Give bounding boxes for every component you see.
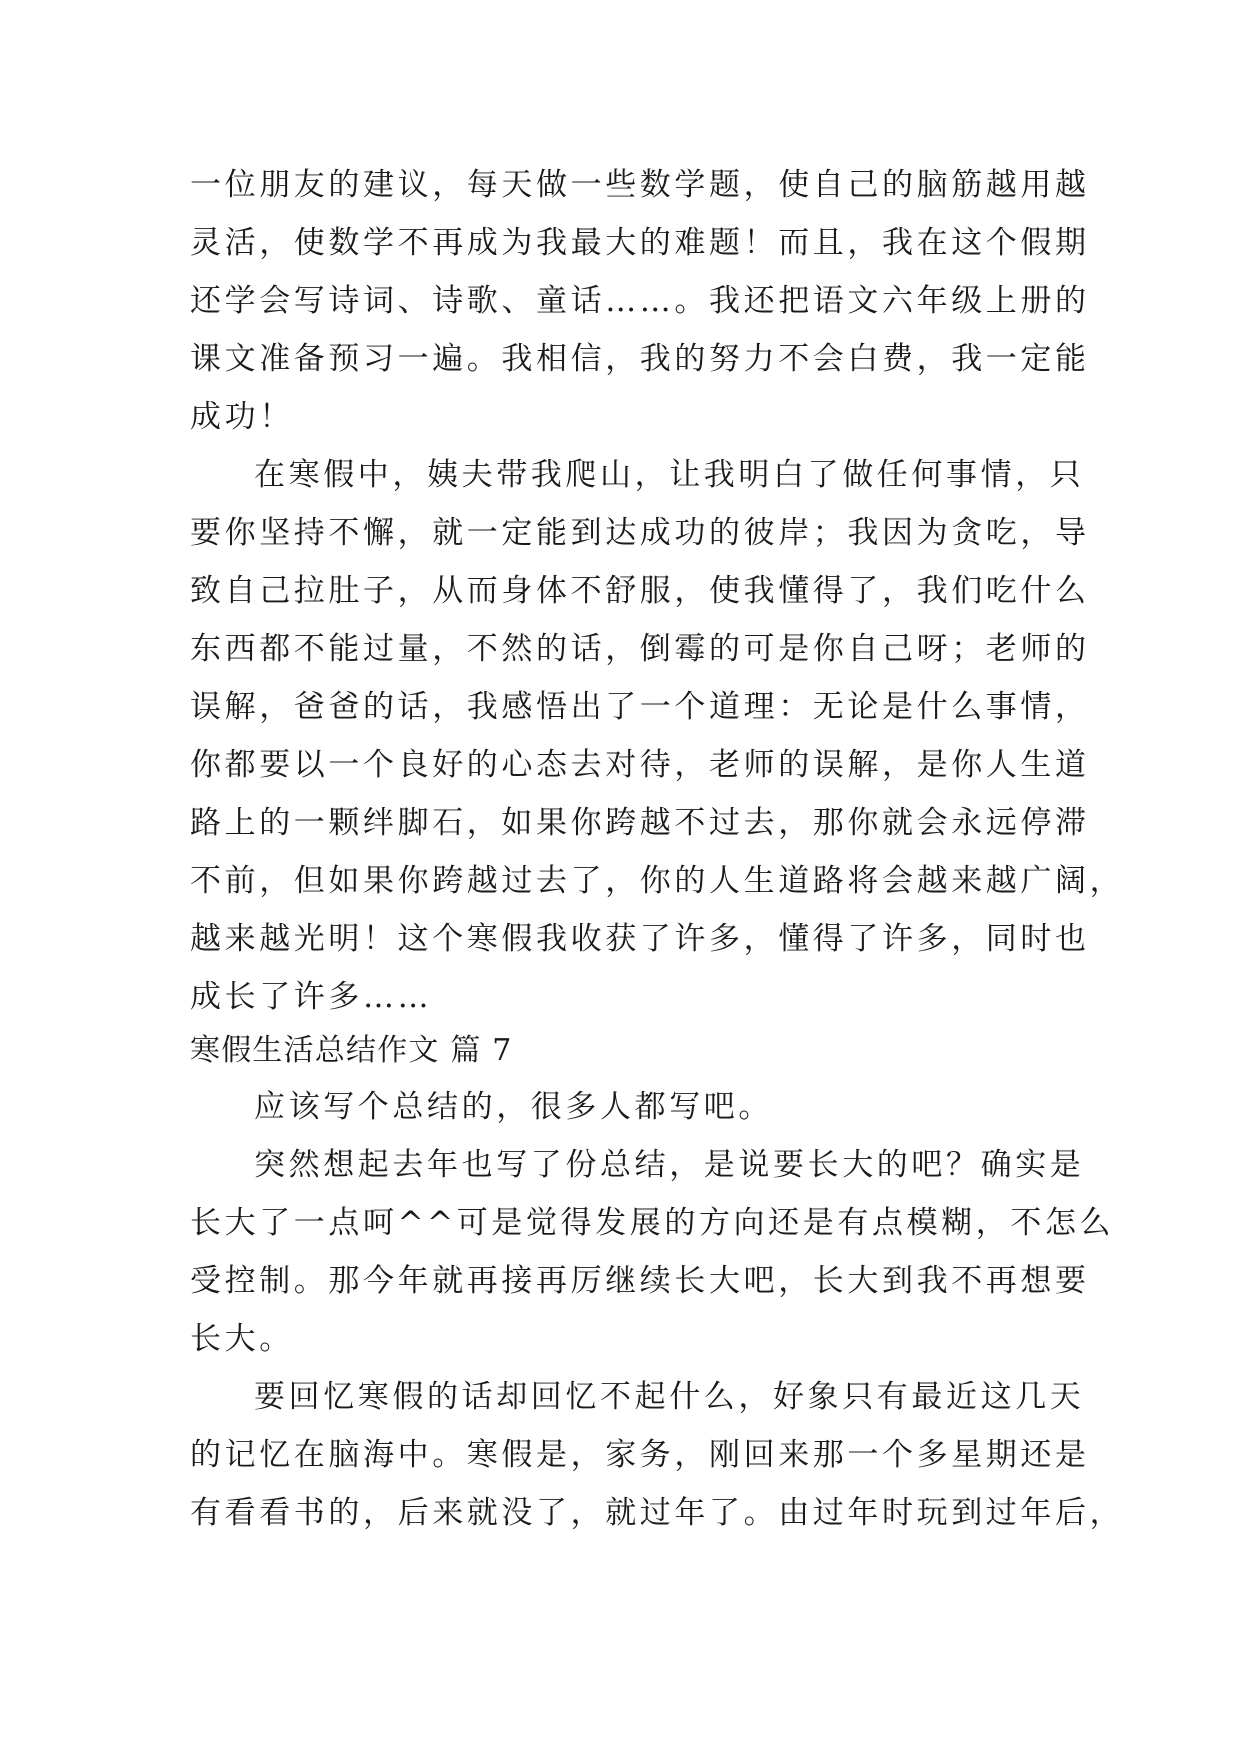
text-line: 应该写个总结的，很多人都写吧。 [254, 1089, 773, 1125]
text-line: 成长了许多…… [190, 979, 433, 1015]
text-line: 东西都不能过量，不然的话，倒霉的可是你自己呀；老师的 [190, 631, 1090, 667]
text-line: 要你坚持不懈，就一定能到达成功的彼岸；我因为贪吃，导 [190, 515, 1090, 551]
text-line: 灵活，使数学不再成为我最大的难题！而且，我在这个假期 [190, 225, 1090, 261]
text-line: 误解，爸爸的话，我感悟出了一个道理：无论是什么事情， [190, 689, 1090, 725]
text-line: 受控制。那今年就再接再厉继续长大吧，长大到我不再想要 [190, 1263, 1090, 1299]
text-line: 突然想起去年也写了份总结，是说要长大的吧？确实是 [254, 1147, 1085, 1183]
text-line: 长大了一点呵^^可是觉得发展的方向还是有点模糊，不怎么 [190, 1205, 1115, 1241]
text-line: 长大。 [190, 1321, 294, 1357]
text-line: 有看看书的，后来就没了，就过年了。由过年时玩到过年后， [190, 1495, 1125, 1531]
text-line: 不前，但如果你跨越过去了，你的人生道路将会越来越广阔， [190, 863, 1125, 899]
text-line: 的记忆在脑海中。寒假是，家务，刚回来那一个多星期还是 [190, 1437, 1090, 1473]
section-heading: 寒假生活总结作文 篇 7 [190, 1033, 513, 1068]
text-line: 你都要以一个良好的心态去对待，老师的误解，是你人生道 [190, 747, 1090, 783]
text-line: 要回忆寒假的话却回忆不起什么，好象只有最近这几天 [254, 1379, 1085, 1415]
text-line: 课文准备预习一遍。我相信，我的努力不会白费，我一定能 [190, 341, 1090, 377]
text-line: 在寒假中，姨夫带我爬山，让我明白了做任何事情，只 [254, 457, 1085, 493]
text-line: 路上的一颗绊脚石，如果你跨越不过去，那你就会永远停滞 [190, 805, 1090, 841]
text-line: 还学会写诗词、诗歌、童话……。我还把语文六年级上册的 [190, 283, 1090, 319]
text-line: 一位朋友的建议，每天做一些数学题，使自己的脑筋越用越 [190, 167, 1090, 203]
text-line: 成功！ [190, 399, 294, 435]
text-line: 致自己拉肚子，从而身体不舒服，使我懂得了，我们吃什么 [190, 573, 1090, 609]
text-line: 越来越光明！这个寒假我收获了许多，懂得了许多，同时也 [190, 921, 1090, 957]
